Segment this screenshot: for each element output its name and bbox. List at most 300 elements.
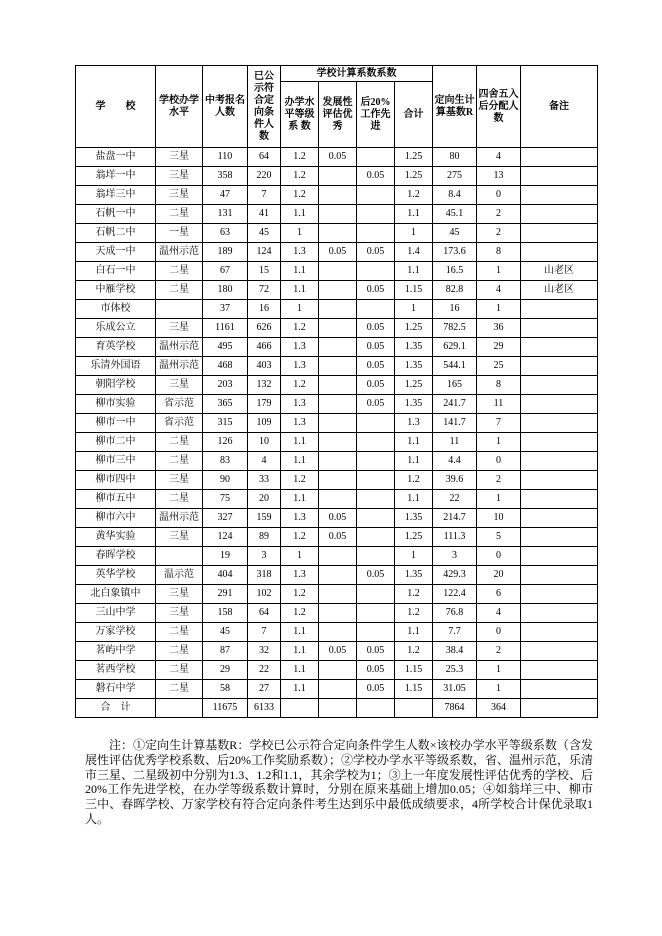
- cell: 466: [248, 338, 281, 357]
- cell: [319, 395, 357, 414]
- total-cell: [521, 699, 598, 718]
- cell: 1.2: [281, 528, 319, 547]
- cell: 782.5: [433, 319, 477, 338]
- cell: 11: [433, 433, 477, 452]
- cell: [357, 186, 395, 205]
- cell: 0.05: [357, 566, 395, 585]
- cell: 1: [477, 433, 521, 452]
- total-cell: 合 计: [76, 699, 156, 718]
- total-cell: [357, 699, 395, 718]
- cell: 0.05: [319, 148, 357, 167]
- cell: 20: [477, 566, 521, 585]
- cell: 1161: [203, 319, 248, 338]
- cell: [319, 319, 357, 338]
- cell: [357, 547, 395, 566]
- cell: 111.3: [433, 528, 477, 547]
- header-coeff-level: 办学水平等级系 数: [281, 82, 319, 148]
- cell: 1.1: [281, 205, 319, 224]
- cell: 二星: [156, 680, 203, 699]
- header-qualified: 已公示符合定向条件人数: [248, 66, 281, 148]
- cell: 544.1: [433, 357, 477, 376]
- cell: 茗屿中学: [76, 642, 156, 661]
- cell: 0: [477, 623, 521, 642]
- cell: 0.05: [357, 243, 395, 262]
- cell: 1.35: [395, 566, 433, 585]
- cell: 温州示范: [156, 338, 203, 357]
- table-row: [76, 680, 598, 699]
- table-row: [76, 357, 598, 376]
- cell: 189: [203, 243, 248, 262]
- cell: 0: [477, 452, 521, 471]
- cell: 1: [281, 547, 319, 566]
- cell: 1.4: [395, 243, 433, 262]
- cell: [521, 414, 598, 433]
- cell: 1.3: [281, 509, 319, 528]
- header-remark: 备注: [521, 66, 598, 148]
- cell: [521, 642, 598, 661]
- cell: 495: [203, 338, 248, 357]
- header-school: 学 校: [76, 66, 156, 148]
- table-row: [76, 604, 598, 623]
- cell: [319, 623, 357, 642]
- cell: [319, 281, 357, 300]
- cell: 三星: [156, 376, 203, 395]
- table-row: [76, 395, 598, 414]
- cell: 275: [433, 167, 477, 186]
- cell: 1.15: [395, 661, 433, 680]
- cell: 25.3: [433, 661, 477, 680]
- cell: 1.3: [281, 243, 319, 262]
- cell: 291: [203, 585, 248, 604]
- cell: 1.2: [281, 148, 319, 167]
- cell: 4: [477, 148, 521, 167]
- cell: 1.3: [395, 414, 433, 433]
- table-row: [76, 281, 598, 300]
- cell: [319, 414, 357, 433]
- cell: 省示范: [156, 414, 203, 433]
- cell: 76.8: [433, 604, 477, 623]
- cell: 茗西学校: [76, 661, 156, 680]
- cell: 0.05: [357, 167, 395, 186]
- cell: 柳市二中: [76, 433, 156, 452]
- cell: 0.05: [357, 357, 395, 376]
- cell: [521, 395, 598, 414]
- cell: 1.2: [281, 167, 319, 186]
- cell: 2: [477, 205, 521, 224]
- cell: [521, 319, 598, 338]
- cell: 63: [203, 224, 248, 243]
- table-row: [76, 566, 598, 585]
- cell: [319, 604, 357, 623]
- cell: 1.1: [395, 205, 433, 224]
- cell: 10: [248, 433, 281, 452]
- cell: 1.25: [395, 528, 433, 547]
- cell: 山老区: [521, 281, 598, 300]
- cell: [357, 452, 395, 471]
- cell: 358: [203, 167, 248, 186]
- cell: 万家学校: [76, 623, 156, 642]
- cell: 1.2: [281, 471, 319, 490]
- cell: 盐盘一中: [76, 148, 156, 167]
- cell: 0.05: [357, 376, 395, 395]
- cell: 二星: [156, 452, 203, 471]
- cell: 三山中学: [76, 604, 156, 623]
- cell: 8: [477, 243, 521, 262]
- footnotes: 注：①定向生计算基数R：学校已公示符合定向条件学生人数×该校办学水平等级系数（含发展性评估优秀学校系数、后20%工作奖励系数）；②学校办学水平等级系数，省、温州示范，乐清市三星、二星级初中分别为1.3、1.2和1.1，其余学校为1；③上一年度发展性评估优秀的学校、后20%工作先进学校，在办学等级系数计算时，分别在原来基础上增加0.05；④如翁垟三中、柳市三中、春晖学校、万家学校有符合定向条件考生达到乐中最低成绩要求，4所学校合计保优录取1人。: [85, 738, 593, 826]
- total-cell: [156, 699, 203, 718]
- cell: [357, 585, 395, 604]
- cell: [357, 433, 395, 452]
- cell: [319, 585, 357, 604]
- cell: 45: [203, 623, 248, 642]
- cell: 141.7: [433, 414, 477, 433]
- cell: [521, 623, 598, 642]
- cell: 403: [248, 357, 281, 376]
- cell: [319, 547, 357, 566]
- cell: 10: [477, 509, 521, 528]
- table-row: [76, 547, 598, 566]
- cell: 柳市四中: [76, 471, 156, 490]
- cell: 45: [248, 224, 281, 243]
- cell: 二星: [156, 262, 203, 281]
- cell: 1.2: [395, 471, 433, 490]
- cell: 16.5: [433, 262, 477, 281]
- cell: [521, 167, 598, 186]
- cell: [521, 357, 598, 376]
- cell: 二星: [156, 490, 203, 509]
- cell: 89: [248, 528, 281, 547]
- header-coeff-20: 后20%工作先进: [357, 82, 395, 148]
- cell: [521, 528, 598, 547]
- cell: 1.35: [395, 395, 433, 414]
- cell: 22: [248, 661, 281, 680]
- cell: 37: [203, 300, 248, 319]
- cell: 64: [248, 604, 281, 623]
- cell: 石帆二中: [76, 224, 156, 243]
- header-coeff-total: 合计: [395, 82, 433, 148]
- cell: 214.7: [433, 509, 477, 528]
- cell: 1.3: [281, 357, 319, 376]
- table-row: [76, 319, 598, 338]
- cell: 1.15: [395, 281, 433, 300]
- cell: [521, 376, 598, 395]
- cell: 三星: [156, 528, 203, 547]
- cell: 38.4: [433, 642, 477, 661]
- cell: 市体校: [76, 300, 156, 319]
- table-row: [76, 623, 598, 642]
- cell: 乐成公立: [76, 319, 156, 338]
- table-row: [76, 433, 598, 452]
- cell: 柳市六中: [76, 509, 156, 528]
- cell: [319, 452, 357, 471]
- cell: 二星: [156, 281, 203, 300]
- cell: 0.05: [357, 642, 395, 661]
- cell: 7: [248, 623, 281, 642]
- cell: 36: [477, 319, 521, 338]
- cell: 0.05: [319, 642, 357, 661]
- table-header: [76, 66, 598, 148]
- cell: 1.2: [395, 642, 433, 661]
- cell: 二星: [156, 661, 203, 680]
- cell: 0.05: [357, 338, 395, 357]
- total-cell: [281, 699, 319, 718]
- cell: [521, 509, 598, 528]
- cell: 1.1: [395, 452, 433, 471]
- cell: 45: [433, 224, 477, 243]
- cell: 19: [203, 547, 248, 566]
- cell: [521, 243, 598, 262]
- cell: 0.05: [357, 319, 395, 338]
- table-row: [76, 509, 598, 528]
- cell: 39.6: [433, 471, 477, 490]
- cell: [319, 167, 357, 186]
- cell: 温州示范: [156, 243, 203, 262]
- cell: 三星: [156, 148, 203, 167]
- cell: 春晖学校: [76, 547, 156, 566]
- cell: 育英学校: [76, 338, 156, 357]
- cell: 22: [433, 490, 477, 509]
- cell: 1.25: [395, 148, 433, 167]
- cell: [319, 338, 357, 357]
- cell: 15: [248, 262, 281, 281]
- cell: 1.1: [281, 661, 319, 680]
- cell: [319, 224, 357, 243]
- cell: 三星: [156, 319, 203, 338]
- cell: 柳市一中: [76, 414, 156, 433]
- cell: 1.2: [281, 376, 319, 395]
- cell: 41: [248, 205, 281, 224]
- cell: [319, 680, 357, 699]
- cell: 1: [477, 661, 521, 680]
- cell: 1: [477, 490, 521, 509]
- cell: 省示范: [156, 395, 203, 414]
- cell: 6: [477, 585, 521, 604]
- cell: 1.3: [281, 414, 319, 433]
- cell: [357, 148, 395, 167]
- cell: [357, 528, 395, 547]
- cell: 67: [203, 262, 248, 281]
- cell: 109: [248, 414, 281, 433]
- cell: 124: [203, 528, 248, 547]
- cell: 温示范: [156, 566, 203, 585]
- cell: 1.1: [281, 262, 319, 281]
- cell: 1.1: [281, 433, 319, 452]
- cell: 1.2: [395, 604, 433, 623]
- cell: 二星: [156, 205, 203, 224]
- cell: 629.1: [433, 338, 477, 357]
- cell: 1.25: [395, 167, 433, 186]
- cell: 1.2: [281, 186, 319, 205]
- cell: 82.8: [433, 281, 477, 300]
- cell: 0: [477, 547, 521, 566]
- cell: 天成一中: [76, 243, 156, 262]
- cell: 3: [433, 547, 477, 566]
- total-cell: [319, 699, 357, 718]
- cell: 158: [203, 604, 248, 623]
- cell: 柳市实验: [76, 395, 156, 414]
- cell: [521, 338, 598, 357]
- cell: 柳市五中: [76, 490, 156, 509]
- cell: 13: [477, 167, 521, 186]
- total-cell: 7864: [433, 699, 477, 718]
- cell: [521, 452, 598, 471]
- cell: [357, 490, 395, 509]
- cell: 90: [203, 471, 248, 490]
- cell: 124: [248, 243, 281, 262]
- cell: 英华学校: [76, 566, 156, 585]
- cell: 126: [203, 433, 248, 452]
- cell: 2: [477, 642, 521, 661]
- cell: 1.1: [395, 262, 433, 281]
- total-cell: [395, 699, 433, 718]
- cell: 乐清外国语: [76, 357, 156, 376]
- cell: 32: [248, 642, 281, 661]
- cell: 16: [433, 300, 477, 319]
- cell: 0.05: [319, 243, 357, 262]
- cell: 0.05: [319, 509, 357, 528]
- table-row: [76, 224, 598, 243]
- header-registered: 中考报名人数: [203, 66, 248, 148]
- cell: 241.7: [433, 395, 477, 414]
- cell: 365: [203, 395, 248, 414]
- cell: 31.05: [433, 680, 477, 699]
- cell: 三星: [156, 167, 203, 186]
- cell: 220: [248, 167, 281, 186]
- cell: 白石一中: [76, 262, 156, 281]
- cell: 1.2: [281, 585, 319, 604]
- cell: 1: [395, 300, 433, 319]
- cell: [319, 433, 357, 452]
- table-row: [76, 205, 598, 224]
- total-row: [76, 699, 598, 718]
- cell: 1.2: [395, 585, 433, 604]
- table-row: [76, 490, 598, 509]
- cell: 1.3: [281, 395, 319, 414]
- cell: 二星: [156, 642, 203, 661]
- total-cell: 364: [477, 699, 521, 718]
- cell: 三星: [156, 585, 203, 604]
- cell: 北白象镇中: [76, 585, 156, 604]
- total-cell: 6133: [248, 699, 281, 718]
- cell: 0.05: [357, 395, 395, 414]
- cell: [319, 262, 357, 281]
- cell: 0.05: [357, 680, 395, 699]
- cell: 1.1: [395, 490, 433, 509]
- table-row: [76, 243, 598, 262]
- cell: 180: [203, 281, 248, 300]
- cell: 1.35: [395, 509, 433, 528]
- cell: [357, 224, 395, 243]
- table-row: [76, 661, 598, 680]
- cell: 626: [248, 319, 281, 338]
- cell: 165: [433, 376, 477, 395]
- cell: 404: [203, 566, 248, 585]
- cell: 318: [248, 566, 281, 585]
- cell: 27: [248, 680, 281, 699]
- cell: 三星: [156, 471, 203, 490]
- cell: 8: [477, 376, 521, 395]
- cell: 0: [477, 186, 521, 205]
- cell: 29: [477, 338, 521, 357]
- cell: 315: [203, 414, 248, 433]
- cell: 磐石中学: [76, 680, 156, 699]
- cell: [521, 680, 598, 699]
- table-row: [76, 186, 598, 205]
- cell: 翁垟一中: [76, 167, 156, 186]
- cell: [319, 357, 357, 376]
- cell: 173.6: [433, 243, 477, 262]
- cell: 一星: [156, 224, 203, 243]
- cell: [521, 585, 598, 604]
- cell: 1: [395, 547, 433, 566]
- cell: 203: [203, 376, 248, 395]
- cell: 64: [248, 148, 281, 167]
- cell: [357, 471, 395, 490]
- cell: 327: [203, 509, 248, 528]
- cell: [357, 262, 395, 281]
- cell: 102: [248, 585, 281, 604]
- cell: 1: [281, 300, 319, 319]
- table-row: [76, 262, 598, 281]
- cell: 20: [248, 490, 281, 509]
- cell: 温州示范: [156, 509, 203, 528]
- cell: 122.4: [433, 585, 477, 604]
- cell: 1.1: [281, 680, 319, 699]
- header-coeff-group: 学校计算系数系数: [281, 66, 433, 82]
- header-allocated: 四舍五入后分配人数: [477, 66, 521, 148]
- cell: 4.4: [433, 452, 477, 471]
- table-row: [76, 167, 598, 186]
- cell: [156, 300, 203, 319]
- cell: 0.05: [357, 661, 395, 680]
- cell: 石帆一中: [76, 205, 156, 224]
- total-cell: 11675: [203, 699, 248, 718]
- cell: [319, 300, 357, 319]
- cell: 429.3: [433, 566, 477, 585]
- cell: 80: [433, 148, 477, 167]
- cell: 7: [248, 186, 281, 205]
- cell: 1.15: [395, 680, 433, 699]
- cell: 黄华实验: [76, 528, 156, 547]
- cell: 二星: [156, 623, 203, 642]
- cell: 2: [477, 471, 521, 490]
- cell: 11: [477, 395, 521, 414]
- cell: 8.4: [433, 186, 477, 205]
- cell: 87: [203, 642, 248, 661]
- table-row: [76, 148, 598, 167]
- cell: [357, 414, 395, 433]
- cell: [521, 661, 598, 680]
- table-row: [76, 528, 598, 547]
- header-base: 定向生计算基数R: [433, 66, 477, 148]
- cell: 0.05: [357, 281, 395, 300]
- table-row: [76, 471, 598, 490]
- header-level: 学校办学水平: [156, 66, 203, 148]
- cell: 83: [203, 452, 248, 471]
- cell: 468: [203, 357, 248, 376]
- cell: [357, 623, 395, 642]
- allocation-table: [75, 65, 598, 718]
- cell: 1.1: [281, 642, 319, 661]
- cell: 1.3: [281, 338, 319, 357]
- cell: [319, 186, 357, 205]
- cell: [521, 433, 598, 452]
- table-row: [76, 300, 598, 319]
- cell: 三星: [156, 186, 203, 205]
- cell: 1.1: [281, 452, 319, 471]
- cell: 山老区: [521, 262, 598, 281]
- cell: [319, 566, 357, 585]
